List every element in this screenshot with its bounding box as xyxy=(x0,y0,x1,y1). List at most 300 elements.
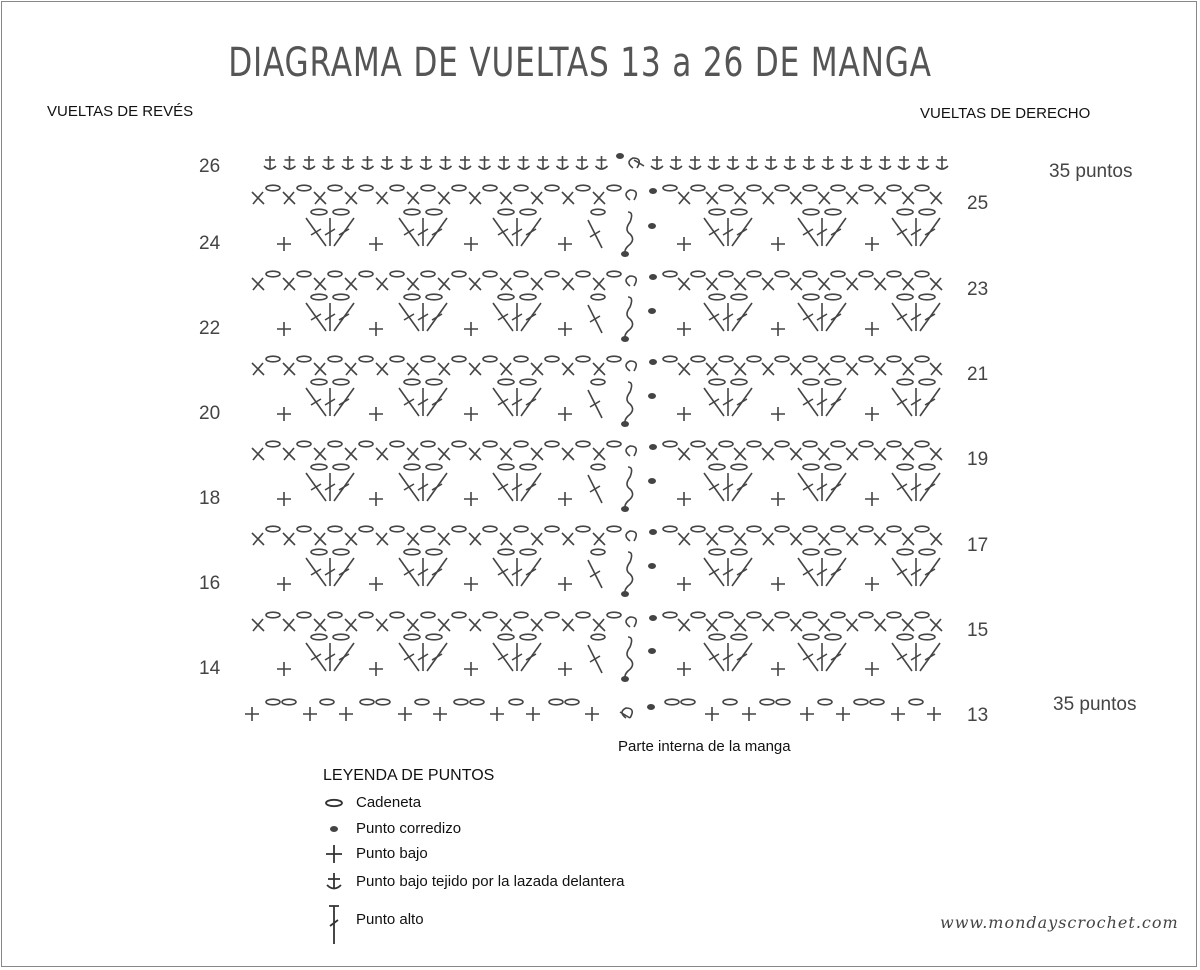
single-crochet-mark xyxy=(490,707,504,721)
chain-stitch-mark xyxy=(747,526,761,532)
chain-stitch-mark xyxy=(831,271,845,277)
chain-stitch-mark xyxy=(831,612,845,618)
slip-stitch-mark xyxy=(649,274,657,280)
single-crochet-mark xyxy=(500,363,512,375)
chain-stitch-mark xyxy=(803,464,819,470)
single-crochet-mark xyxy=(930,278,942,290)
double-crochet-mark xyxy=(831,654,841,660)
chain-stitch-mark xyxy=(360,699,374,705)
chain-stitch-mark xyxy=(311,464,327,470)
chain-stitch-mark xyxy=(591,209,605,215)
chain-stitch-mark xyxy=(520,379,536,385)
double-crochet-mark xyxy=(311,229,321,235)
chain-stitch-mark xyxy=(514,612,528,618)
chain-stitch-mark xyxy=(709,294,725,300)
single-crochet-mark xyxy=(345,278,357,290)
single-crochet-mark xyxy=(865,237,879,251)
single-crochet-mark xyxy=(277,577,291,591)
legend-label-slip-stitch: Punto corredizo xyxy=(356,820,462,837)
chain-stitch-mark xyxy=(825,549,841,555)
chain-stitch-mark xyxy=(665,699,679,705)
chain-column-mark xyxy=(625,212,633,256)
single-crochet-mark xyxy=(407,278,419,290)
single-crochet-mark xyxy=(464,662,478,676)
chain-stitch-mark xyxy=(775,185,789,191)
double-crochet-mark xyxy=(311,569,321,575)
double-crochet-mark xyxy=(831,569,841,575)
single-crochet-mark xyxy=(902,363,914,375)
single-crochet-mark xyxy=(818,278,830,290)
chain-stitch-mark xyxy=(404,379,420,385)
chain-stitch-mark xyxy=(282,699,296,705)
slip-stitch-mark xyxy=(648,478,656,484)
single-crochet-mark xyxy=(531,363,543,375)
slip-stitch-mark xyxy=(616,153,624,159)
single-crochet-mark xyxy=(531,192,543,204)
single-crochet-mark xyxy=(678,363,690,375)
double-crochet-mark xyxy=(311,314,321,320)
single-crochet-mark xyxy=(252,192,264,204)
double-crochet-mark xyxy=(803,229,813,235)
chain-stitch-mark xyxy=(520,464,536,470)
double-crochet-mark xyxy=(803,399,813,405)
double-crochet-mark xyxy=(498,314,508,320)
double-crochet-mark xyxy=(498,569,508,575)
row-number-20: 20 xyxy=(199,403,221,424)
chain-stitch-mark xyxy=(426,209,442,215)
single-crochet-mark xyxy=(345,363,357,375)
front-loop-single-crochet-mark xyxy=(670,156,682,169)
double-crochet-mark xyxy=(709,314,719,320)
chain-stitch-mark xyxy=(897,464,913,470)
chain-stitch-mark xyxy=(607,441,621,447)
chain-stitch-mark xyxy=(545,526,559,532)
chain-stitch-mark xyxy=(454,699,468,705)
single-crochet-mark xyxy=(277,237,291,251)
chain-column-mark xyxy=(625,382,633,426)
double-crochet-mark xyxy=(526,569,536,575)
single-crochet-mark xyxy=(593,619,605,631)
double-crochet-mark xyxy=(311,484,321,490)
single-crochet-mark xyxy=(677,662,691,676)
single-crochet-mark xyxy=(376,448,388,460)
single-crochet-mark xyxy=(283,619,295,631)
double-crochet-mark xyxy=(432,654,442,660)
single-crochet-mark xyxy=(593,192,605,204)
front-loop-single-crochet-mark xyxy=(596,156,608,169)
chain-stitch-mark xyxy=(452,356,466,362)
chain-stitch-mark xyxy=(483,441,497,447)
single-crochet-mark xyxy=(734,363,746,375)
single-crochet-mark xyxy=(846,448,858,460)
double-crochet-mark xyxy=(311,399,321,405)
slip-stitch-mark xyxy=(649,188,657,194)
single-crochet-mark xyxy=(902,278,914,290)
slip-stitch-mark xyxy=(648,563,656,569)
double-crochet-mark xyxy=(339,314,349,320)
single-crochet-mark xyxy=(771,492,785,506)
chain-stitch-mark xyxy=(333,294,349,300)
double-crochet-mark xyxy=(526,314,536,320)
front-loop-single-crochet-mark xyxy=(576,156,588,169)
double-crochet-mark xyxy=(526,399,536,405)
chain-stitch-mark xyxy=(760,699,774,705)
single-crochet-mark xyxy=(874,278,886,290)
chain-stitch-mark xyxy=(520,294,536,300)
chain-stitch-mark xyxy=(887,271,901,277)
single-crochet-mark xyxy=(734,533,746,545)
chain-stitch-mark xyxy=(421,185,435,191)
front-loop-single-crochet-mark xyxy=(498,156,510,169)
chain-stitch-mark xyxy=(520,549,536,555)
chain-stitch-mark xyxy=(887,441,901,447)
chain-stitch-mark xyxy=(514,356,528,362)
single-crochet-mark xyxy=(438,619,450,631)
single-crochet-icon xyxy=(322,842,346,866)
row-number-22: 22 xyxy=(199,318,221,339)
single-crochet-mark xyxy=(407,192,419,204)
chain-stitch-mark xyxy=(731,549,747,555)
single-crochet-mark xyxy=(762,448,774,460)
single-crochet-mark xyxy=(706,533,718,545)
chain-column-mark xyxy=(625,637,633,681)
chain-stitch-mark xyxy=(731,379,747,385)
double-crochet-mark xyxy=(498,229,508,235)
double-crochet-mark xyxy=(925,229,935,235)
single-crochet-mark xyxy=(407,619,419,631)
double-crochet-mark xyxy=(737,229,747,235)
chain-stitch-mark xyxy=(607,612,621,618)
single-crochet-mark xyxy=(252,448,264,460)
chain-stitch-mark xyxy=(311,209,327,215)
double-crochet-mark xyxy=(404,484,414,490)
chain-stitch-mark xyxy=(576,441,590,447)
chain-stitch-mark xyxy=(311,294,327,300)
single-crochet-mark xyxy=(677,577,691,591)
double-crochet-mark xyxy=(590,401,600,407)
front-loop-single-crochet-mark xyxy=(651,156,663,169)
chain-stitch-mark xyxy=(470,699,484,705)
single-crochet-mark xyxy=(818,448,830,460)
slip-stitch-mark xyxy=(621,251,629,257)
single-crochet-mark xyxy=(469,278,481,290)
single-crochet-mark xyxy=(314,619,326,631)
chain-stitch-mark xyxy=(747,271,761,277)
chain-stitch-mark xyxy=(452,612,466,618)
chain-stitch-mark xyxy=(509,699,523,705)
single-crochet-mark xyxy=(771,662,785,676)
slip-stitch-icon xyxy=(322,817,346,841)
front-loop-single-crochet-mark xyxy=(917,156,929,169)
chain-stitch-mark xyxy=(803,634,819,640)
chain-stitch-mark xyxy=(870,699,884,705)
chain-stitch-mark xyxy=(404,634,420,640)
chain-stitch-mark xyxy=(498,379,514,385)
chain-stitch-mark xyxy=(887,612,901,618)
single-crochet-mark xyxy=(771,577,785,591)
chain-stitch-mark xyxy=(545,356,559,362)
chain-stitch-mark xyxy=(691,612,705,618)
single-crochet-mark xyxy=(790,448,802,460)
chain-stitch-mark xyxy=(919,294,935,300)
chain-stitch-mark xyxy=(591,379,605,385)
single-crochet-front-loop-icon xyxy=(322,869,346,893)
single-crochet-mark xyxy=(531,448,543,460)
chain-stitch-mark xyxy=(691,526,705,532)
single-crochet-mark xyxy=(314,363,326,375)
chain-stitch-mark xyxy=(919,379,935,385)
chain-stitch-mark xyxy=(803,294,819,300)
sleeve-inner-caption: Parte interna de la manga xyxy=(618,738,791,755)
double-crochet-mark xyxy=(831,484,841,490)
chain-stitch-mark xyxy=(359,271,373,277)
double-crochet-mark xyxy=(925,399,935,405)
chain-stitch-mark xyxy=(919,209,935,215)
single-crochet-mark xyxy=(790,533,802,545)
single-crochet-mark xyxy=(705,707,719,721)
single-crochet-mark xyxy=(283,363,295,375)
chain-stitch-mark xyxy=(328,526,342,532)
single-crochet-mark xyxy=(531,533,543,545)
double-crochet-mark xyxy=(339,229,349,235)
double-crochet-mark xyxy=(590,231,600,237)
front-loop-single-crochet-mark xyxy=(879,156,891,169)
chain-stitch-mark xyxy=(426,464,442,470)
single-crochet-mark xyxy=(902,619,914,631)
row-number-24: 24 xyxy=(199,233,221,254)
single-crochet-mark xyxy=(790,363,802,375)
chain-stitch-mark xyxy=(915,526,929,532)
chain-stitch-mark xyxy=(919,549,935,555)
single-crochet-mark xyxy=(339,707,353,721)
chain-stitch-mark xyxy=(919,634,935,640)
chain-stitch-mark xyxy=(333,634,349,640)
chain-stitch-mark xyxy=(452,185,466,191)
chain-stitch-mark xyxy=(803,185,817,191)
slip-stitch-mark xyxy=(648,223,656,229)
chain-stitch-mark xyxy=(915,612,929,618)
single-crochet-mark xyxy=(303,707,317,721)
chain-stitch-mark xyxy=(776,699,790,705)
single-crochet-mark xyxy=(762,278,774,290)
single-crochet-mark xyxy=(277,492,291,506)
chain-stitch-mark xyxy=(719,271,733,277)
single-crochet-mark xyxy=(369,237,383,251)
double-crochet-mark xyxy=(737,654,747,660)
single-crochet-mark xyxy=(930,192,942,204)
chain-stitch-mark xyxy=(576,185,590,191)
single-crochet-mark xyxy=(252,533,264,545)
single-crochet-mark xyxy=(500,448,512,460)
single-crochet-mark xyxy=(678,278,690,290)
double-crochet-mark xyxy=(803,569,813,575)
front-loop-single-crochet-mark xyxy=(284,156,296,169)
chain-stitch-mark xyxy=(498,634,514,640)
chain-stitch-mark xyxy=(421,526,435,532)
front-loop-single-crochet-mark xyxy=(746,156,758,169)
double-crochet-mark xyxy=(831,229,841,235)
chain-stitch-mark xyxy=(887,185,901,191)
single-crochet-mark xyxy=(438,192,450,204)
chain-stitch-mark xyxy=(514,526,528,532)
chain-stitch-mark xyxy=(266,526,280,532)
right-side-rows-header: VUELTAS DE DERECHO xyxy=(920,105,1091,122)
single-crochet-mark xyxy=(376,278,388,290)
chain-stitch-mark xyxy=(731,294,747,300)
single-crochet-mark xyxy=(846,363,858,375)
slip-stitch-mark xyxy=(621,421,629,427)
single-crochet-mark xyxy=(398,707,412,721)
chain-stitch-mark xyxy=(747,356,761,362)
chain-stitch-mark xyxy=(663,441,677,447)
chain-stitch-mark xyxy=(390,612,404,618)
chain-stitch-mark xyxy=(897,209,913,215)
chain-stitch-mark xyxy=(803,271,817,277)
single-crochet-mark xyxy=(277,322,291,336)
double-crochet-mark xyxy=(432,569,442,575)
chain-stitch-mark xyxy=(719,441,733,447)
single-crochet-mark xyxy=(369,577,383,591)
chain-stitch-mark xyxy=(426,634,442,640)
single-crochet-mark xyxy=(706,363,718,375)
front-loop-single-crochet-mark xyxy=(822,156,834,169)
row-number-14: 14 xyxy=(199,658,221,679)
single-crochet-mark xyxy=(500,192,512,204)
double-crochet-mark xyxy=(737,484,747,490)
chain-stitch-mark xyxy=(576,356,590,362)
double-crochet-icon xyxy=(322,900,346,948)
chain-stitch-mark xyxy=(498,209,514,215)
double-crochet-mark xyxy=(404,399,414,405)
single-crochet-mark xyxy=(562,619,574,631)
chain-turn-mark xyxy=(626,617,636,627)
single-crochet-mark xyxy=(706,619,718,631)
legend-label-single-crochet: Punto bajo xyxy=(356,845,428,862)
single-crochet-mark xyxy=(930,448,942,460)
row-number-21: 21 xyxy=(967,364,989,385)
single-crochet-mark xyxy=(930,533,942,545)
chain-stitch-mark xyxy=(359,356,373,362)
double-crochet-mark xyxy=(590,486,600,492)
single-crochet-mark xyxy=(369,322,383,336)
chain-stitch-mark xyxy=(825,379,841,385)
chain-stitch-mark xyxy=(498,294,514,300)
double-crochet-mark xyxy=(897,399,907,405)
chain-stitch-mark xyxy=(919,464,935,470)
double-crochet-mark xyxy=(803,484,813,490)
website-watermark: www.mondayscrochet.com xyxy=(940,913,1179,932)
double-crochet-mark xyxy=(925,654,935,660)
diagram-title: DIAGRAMA DE VUELTAS 13 a 26 DE MANGA xyxy=(228,40,932,86)
double-crochet-mark xyxy=(897,314,907,320)
single-crochet-mark xyxy=(314,278,326,290)
chain-stitch-mark xyxy=(663,526,677,532)
chain-stitch-mark xyxy=(915,441,929,447)
single-crochet-mark xyxy=(277,662,291,676)
chain-stitch-mark xyxy=(897,549,913,555)
single-crochet-mark xyxy=(558,237,572,251)
chain-stitch-mark xyxy=(897,379,913,385)
single-crochet-mark xyxy=(678,448,690,460)
chain-stitch-mark xyxy=(909,699,923,705)
single-crochet-mark xyxy=(562,448,574,460)
chain-stitch-mark xyxy=(359,612,373,618)
chain-stitch-mark xyxy=(887,526,901,532)
single-crochet-mark xyxy=(376,619,388,631)
single-crochet-mark xyxy=(277,407,291,421)
legend-label-double-crochet: Punto alto xyxy=(356,911,424,928)
single-crochet-mark xyxy=(790,192,802,204)
legend-title: LEYENDA DE PUNTOS xyxy=(323,767,495,784)
chain-stitch-mark xyxy=(691,271,705,277)
single-crochet-mark xyxy=(790,619,802,631)
single-crochet-mark xyxy=(558,662,572,676)
single-crochet-mark xyxy=(464,237,478,251)
slip-stitch-mark xyxy=(621,336,629,342)
chain-stitch-mark xyxy=(825,209,841,215)
single-crochet-mark xyxy=(314,448,326,460)
chain-stitch-mark xyxy=(723,699,737,705)
single-crochet-mark xyxy=(376,363,388,375)
double-crochet-mark xyxy=(339,484,349,490)
single-crochet-mark xyxy=(283,448,295,460)
chain-stitch-mark xyxy=(421,441,435,447)
chain-stitch-mark xyxy=(404,294,420,300)
chain-stitch-mark xyxy=(483,271,497,277)
row-number-15: 15 xyxy=(967,620,989,641)
chain-stitch-mark xyxy=(854,699,868,705)
double-crochet-mark xyxy=(526,484,536,490)
chain-stitch-mark xyxy=(747,612,761,618)
single-crochet-mark xyxy=(771,237,785,251)
single-crochet-mark xyxy=(818,533,830,545)
chain-stitch-mark xyxy=(520,634,536,640)
single-crochet-mark xyxy=(283,278,295,290)
single-crochet-mark xyxy=(790,278,802,290)
chain-stitch-mark xyxy=(897,294,913,300)
single-crochet-mark xyxy=(865,577,879,591)
chain-stitch-mark xyxy=(775,612,789,618)
chain-stitch-mark xyxy=(719,526,733,532)
chain-stitch-mark xyxy=(887,356,901,362)
double-crochet-mark xyxy=(526,654,536,660)
single-crochet-mark xyxy=(593,278,605,290)
chain-stitch-mark xyxy=(607,271,621,277)
chain-stitch-mark xyxy=(545,441,559,447)
chain-turn-mark xyxy=(620,708,632,718)
single-crochet-mark xyxy=(762,533,774,545)
single-crochet-mark xyxy=(874,363,886,375)
chain-stitch-mark xyxy=(266,441,280,447)
chain-stitch-mark xyxy=(731,634,747,640)
double-crochet-mark xyxy=(709,399,719,405)
front-loop-single-crochet-mark xyxy=(479,156,491,169)
single-crochet-mark xyxy=(734,448,746,460)
single-crochet-mark xyxy=(562,278,574,290)
single-crochet-mark xyxy=(865,492,879,506)
chain-turn-mark xyxy=(626,190,636,200)
chain-stitch-mark xyxy=(333,209,349,215)
double-crochet-mark xyxy=(897,654,907,660)
front-loop-single-crochet-mark xyxy=(860,156,872,169)
chain-stitch-mark xyxy=(359,526,373,532)
chain-stitch-mark xyxy=(333,464,349,470)
single-crochet-mark xyxy=(902,448,914,460)
chain-stitch-mark xyxy=(483,356,497,362)
chain-stitch-mark xyxy=(825,464,841,470)
chain-stitch-mark xyxy=(359,441,373,447)
single-crochet-mark xyxy=(531,619,543,631)
